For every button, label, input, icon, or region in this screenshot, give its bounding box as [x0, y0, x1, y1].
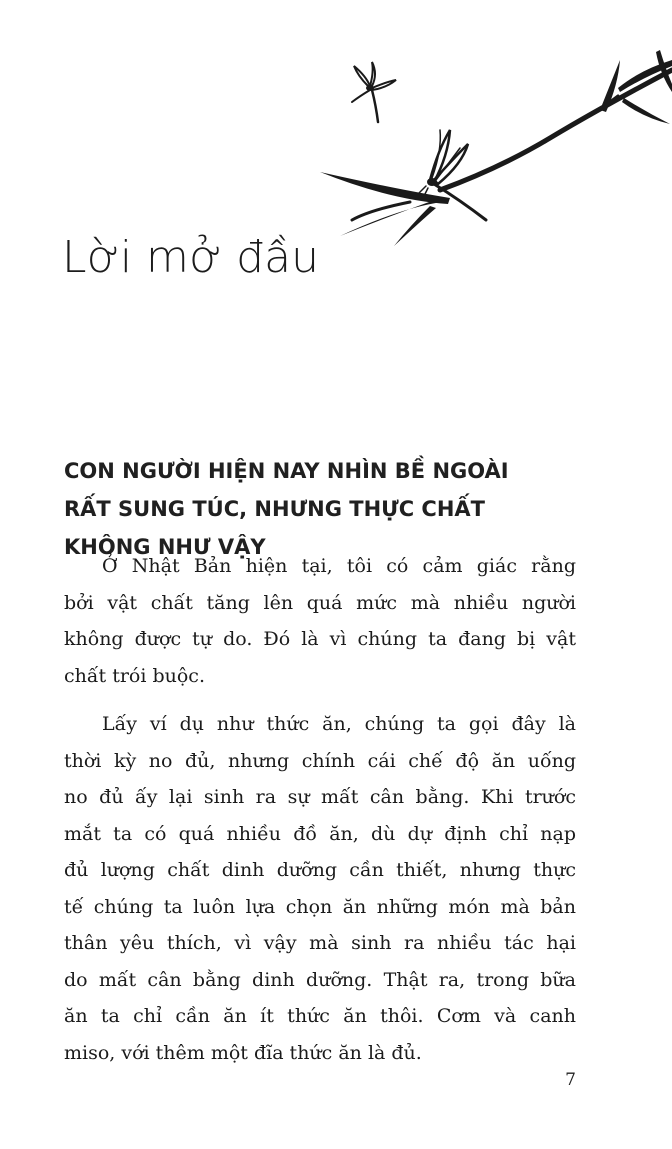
paragraph [64, 548, 576, 694]
body-text [64, 548, 576, 1083]
text-line: Lấy ví dụ như thức ăn, chúng ta gọi đây là [102, 713, 576, 735]
text-line: chất trói buộc. [64, 664, 205, 687]
bamboo-dragonfly-illustration [300, 40, 672, 260]
paragraph [64, 706, 576, 1071]
text-line: ăn ta chỉ cần ăn ít thức ăn thôi. Cơm và canh [64, 1005, 576, 1027]
page-number: 7 [565, 1070, 576, 1090]
text-line: thân yêu thích, vì vậy mà sinh ra nhiều tác hại [64, 932, 576, 954]
text-line: mắt ta có quá nhiều đồ ăn, dù dự định chỉ nạp [64, 822, 576, 845]
text-line: thời kỳ no đủ, nhưng chính cái chế độ ăn uống [64, 749, 576, 772]
text-line: không được tự do. Đó là vì chúng ta đang bị vật [64, 628, 576, 650]
bamboo-stalk [440, 70, 672, 190]
section-heading-line: KHÔNG NHƯ VẬY [64, 535, 266, 559]
text-line: Ở Nhật Bản hiện tại, tôi có cảm giác rằng [102, 555, 576, 577]
text-line: đủ lượng chất dinh dưỡng cần thiết, nhưng thực [64, 859, 576, 881]
text-line: bởi vật chất tăng lên quá mức mà nhiều người [64, 591, 576, 614]
text-line: miso, với thêm một đĩa thức ăn là đủ. [64, 1041, 422, 1064]
section-heading-line: CON NGƯỜI HIỆN NAY NHÌN BỀ NGOÀI [64, 459, 509, 483]
dragonfly-small [352, 62, 396, 122]
text-line: tế chúng ta luôn lựa chọn ăn những món mà bản [64, 895, 576, 918]
text-line: do mất cân bằng dinh dưỡng. Thật ra, trong bữa [64, 968, 576, 991]
text-line: no đủ ấy lại sinh ra sự mất cân bằng. Khi trước [64, 786, 576, 808]
section-heading-line: RẤT SUNG TÚC, NHƯNG THỰC CHẤT [64, 497, 485, 521]
chapter-title: Lời mở đầu [62, 232, 319, 283]
